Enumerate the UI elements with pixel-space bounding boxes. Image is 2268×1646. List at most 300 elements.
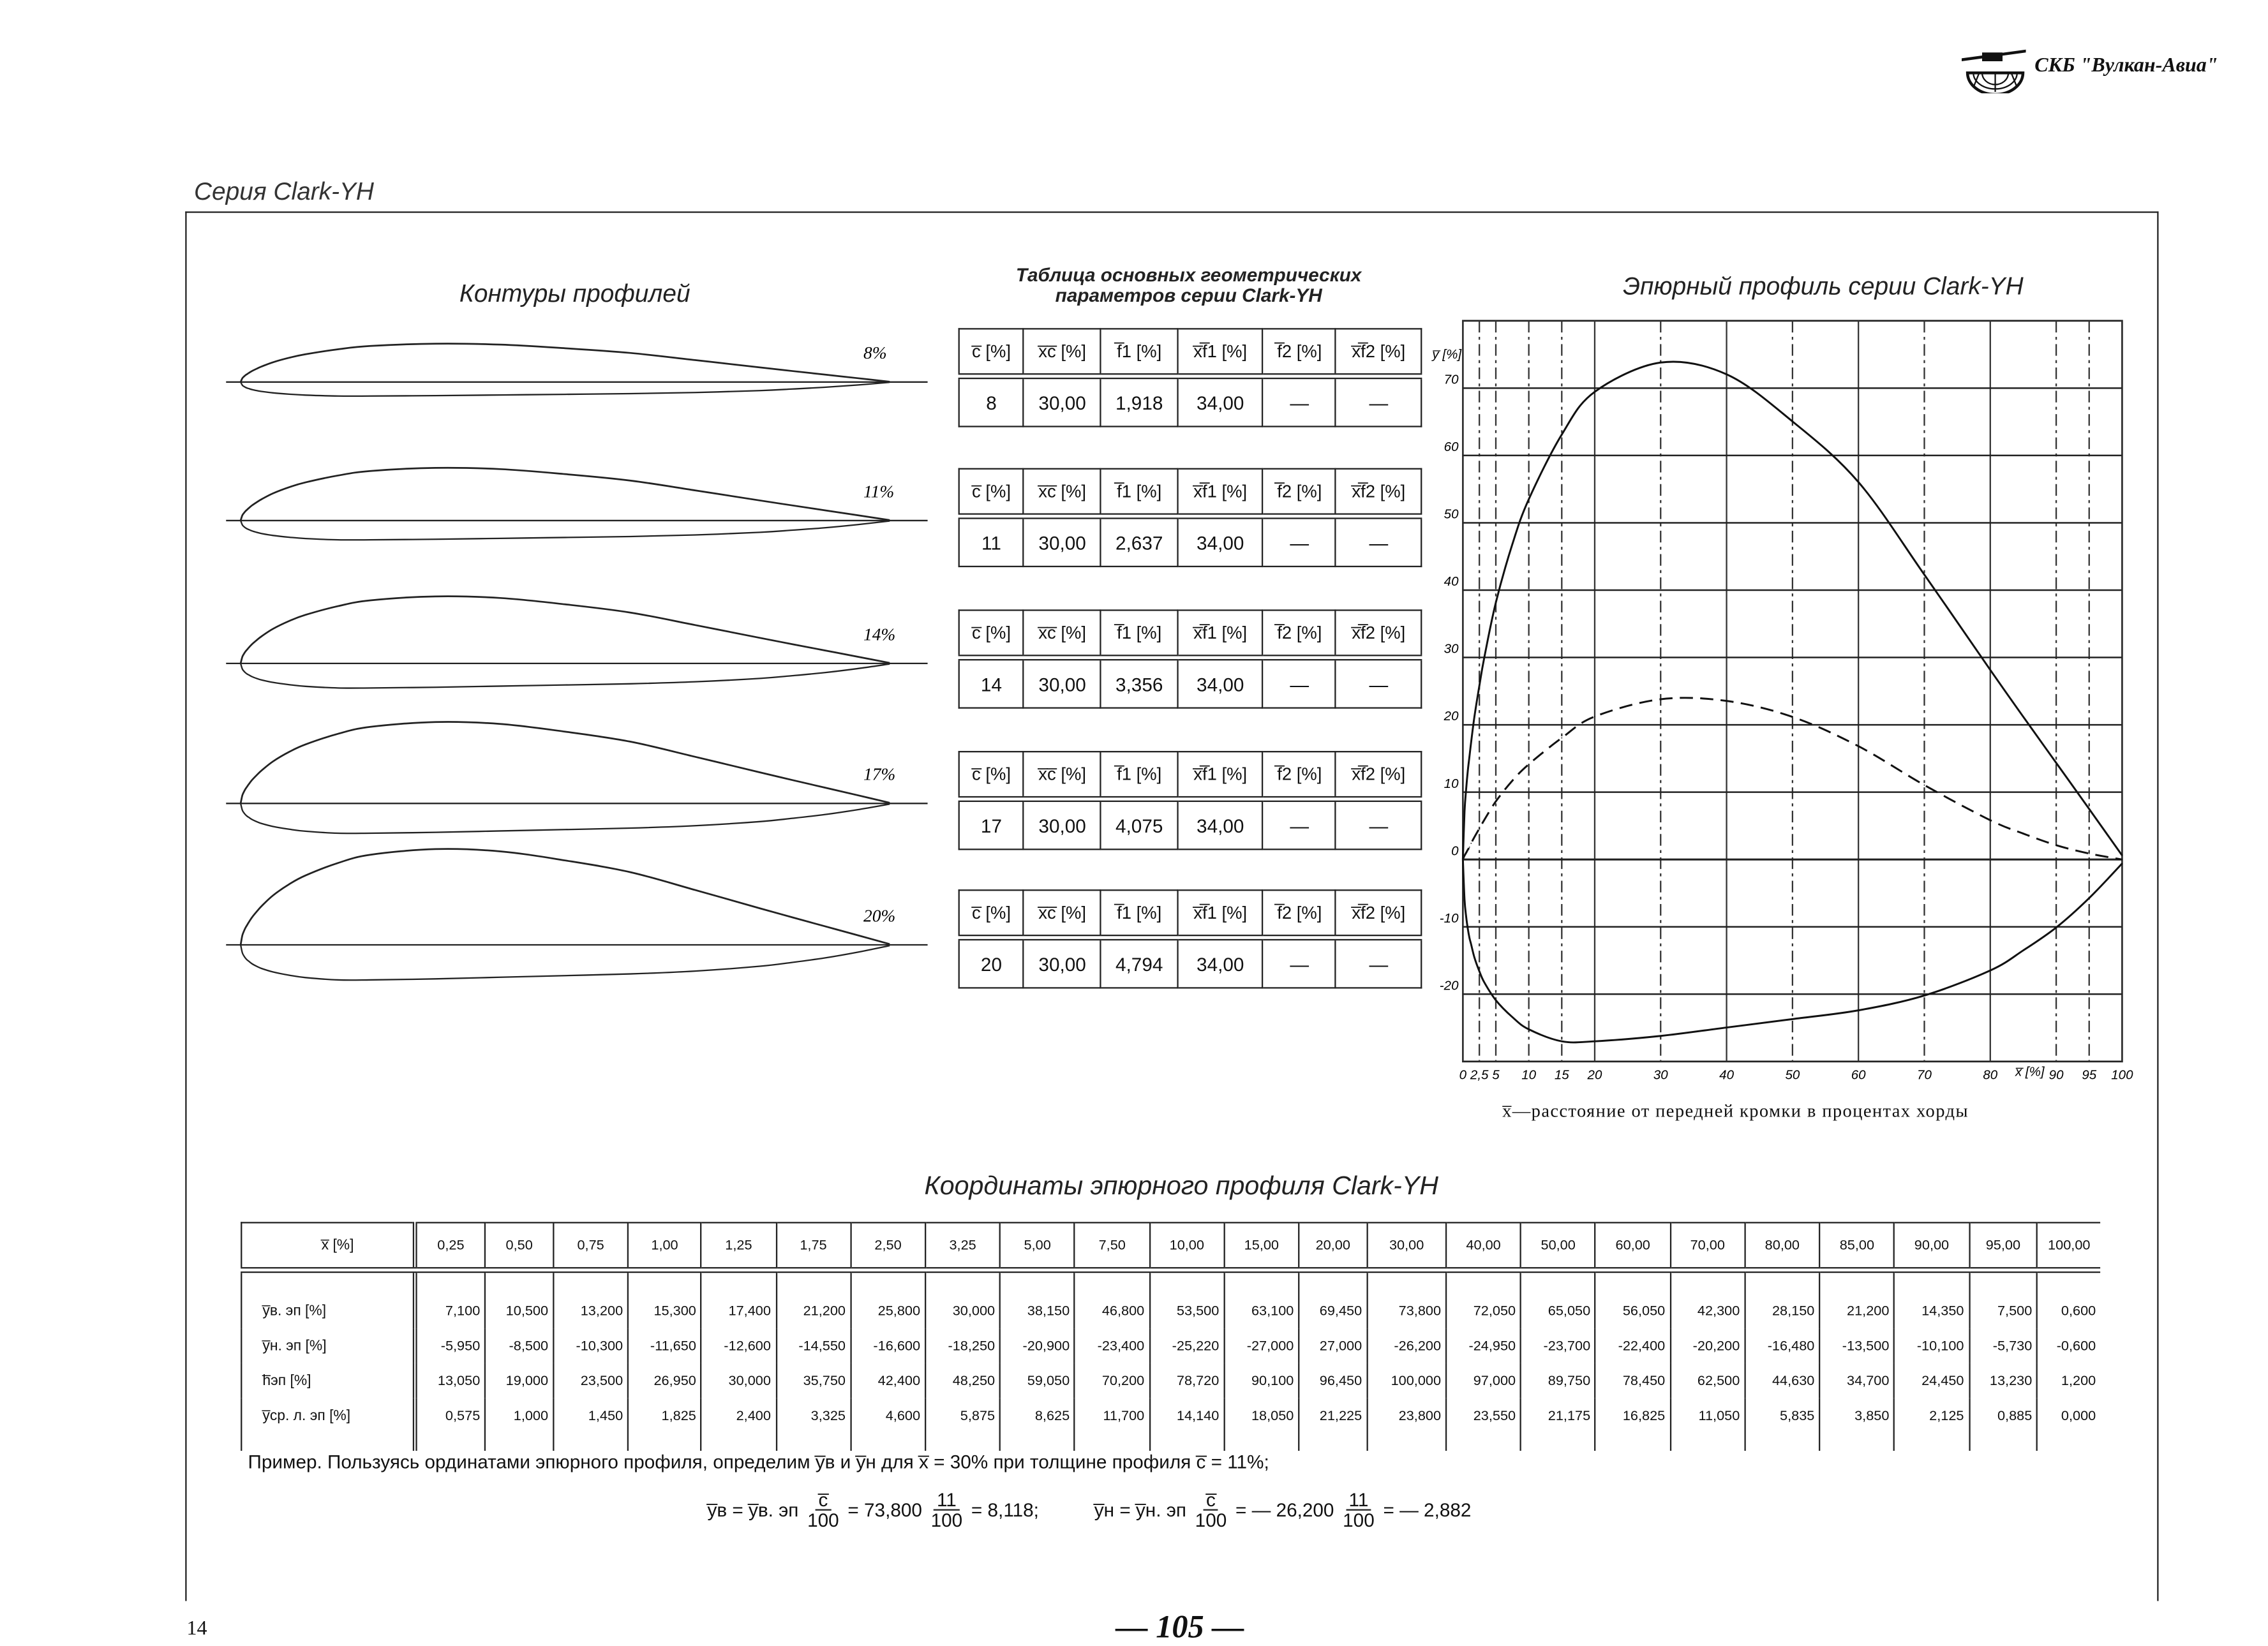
table-cell: 16,825	[1595, 1398, 1670, 1451]
numerator: 11	[934, 1490, 959, 1511]
x-tick-label: 70	[1917, 1067, 1932, 1083]
airfoil-8	[226, 343, 927, 396]
params-cell: 30,00	[1024, 799, 1101, 849]
table-cell: 23,800	[1367, 1398, 1446, 1451]
table-cell: 62,500	[1670, 1363, 1745, 1398]
table-cell: 17,400	[701, 1270, 776, 1328]
table-cell: -14,550	[776, 1328, 851, 1363]
params-cell: —	[1263, 938, 1336, 988]
formula2-lhs: y̅н = y̅н. эп	[1094, 1499, 1186, 1521]
data-point	[1512, 1016, 1513, 1018]
data-point	[1464, 899, 1465, 900]
data-point	[1990, 970, 1991, 971]
table-cell: 70,200	[1075, 1363, 1149, 1398]
logo-text: СКБ "Вулкан-Авиа"	[2034, 55, 2218, 78]
params-header-cell: x̅c̅ [%]	[1024, 752, 1101, 799]
data-point	[1466, 916, 1467, 917]
table-cell: 0,000	[2037, 1398, 2100, 1451]
table-cell: -0,600	[2037, 1328, 2100, 1363]
contours-title: Контуры профилей	[459, 279, 690, 308]
table-cell: 78,450	[1595, 1363, 1670, 1398]
table-cell: 11,700	[1075, 1398, 1149, 1451]
lower-surface	[241, 521, 890, 540]
params-header-cell: f̅1 [%]	[1101, 329, 1177, 376]
x-header-cell: 3,25	[925, 1222, 1000, 1270]
data-point	[1484, 982, 1485, 983]
table-cell: 72,050	[1446, 1270, 1521, 1328]
data-point	[1466, 852, 1467, 854]
params-header-cell: x̅f̅1 [%]	[1177, 469, 1263, 516]
params-cell: 4,075	[1101, 799, 1177, 849]
table-cell: 13,050	[415, 1363, 485, 1398]
table-cell: 0,600	[2037, 1270, 2100, 1328]
data-point	[2089, 808, 2090, 810]
x-header-cell: 100,00	[2037, 1222, 2100, 1270]
table-cell: 11,050	[1670, 1398, 1745, 1451]
data-point	[1467, 849, 1468, 850]
table-cell: 2,400	[701, 1398, 776, 1451]
x-header-cell: 5,00	[1000, 1222, 1075, 1270]
params-cell: —	[1263, 658, 1336, 708]
params-cell: 34,00	[1177, 938, 1263, 988]
data-point	[2089, 898, 2090, 899]
lower-surface	[241, 803, 890, 833]
params-cell: —	[1336, 658, 1421, 708]
params-header-cell: x̅f̅1 [%]	[1177, 610, 1263, 657]
data-point	[1726, 701, 1727, 702]
x-header-cell: 0,25	[415, 1222, 485, 1270]
formula2-mid: = — 26,200	[1235, 1499, 1334, 1521]
table-cell: -11,650	[628, 1328, 701, 1363]
data-point	[1561, 738, 1562, 739]
table-cell: 7,100	[415, 1270, 485, 1328]
params-cell: 34,00	[1177, 376, 1263, 427]
data-point	[2089, 853, 2090, 854]
params-header-cell: x̅c̅ [%]	[1024, 610, 1101, 657]
x-header-cell: 70,00	[1670, 1222, 1745, 1270]
params-header-cell: f̅2 [%]	[1263, 329, 1336, 376]
table-cell: -27,000	[1224, 1328, 1299, 1363]
params-cell: 8	[959, 376, 1024, 427]
x-header-cell: 15,00	[1224, 1222, 1299, 1270]
x-header-cell: 90,00	[1894, 1222, 1969, 1270]
folio-number: — 105 —	[1115, 1608, 1244, 1645]
table-cell: 14,350	[1894, 1270, 1969, 1328]
table-cell: 63,100	[1224, 1270, 1299, 1328]
airfoil-17	[226, 722, 927, 833]
x-header-cell: 60,00	[1595, 1222, 1670, 1270]
params-header-cell: x̅c̅ [%]	[1024, 890, 1101, 937]
table-cell: 10,500	[485, 1270, 553, 1328]
data-point	[1474, 836, 1475, 838]
x-tick-label: 50	[1785, 1067, 1800, 1083]
data-point	[2055, 762, 2057, 764]
formula1-lhs: y̅в = y̅в. эп	[707, 1499, 799, 1521]
denominator: 100	[1343, 1509, 1375, 1531]
table-row	[241, 1328, 2100, 1363]
data-point	[1594, 716, 1595, 717]
data-point	[1469, 847, 1470, 848]
data-point	[2023, 950, 2024, 951]
data-point	[1561, 434, 1562, 435]
table-cell: 3,850	[1819, 1398, 1894, 1451]
table-cell: 14,140	[1149, 1398, 1224, 1451]
table-cell: 3,325	[776, 1398, 851, 1451]
table-cell: 19,000	[485, 1363, 553, 1398]
y-axis-label: y̅ [%]	[1432, 347, 1462, 362]
table-cell: 23,500	[553, 1363, 628, 1398]
y-tick-label: 30	[1444, 641, 1459, 656]
params-cell: 11	[959, 516, 1024, 567]
row-label: y̅ср. л. эп [%]	[241, 1398, 415, 1451]
table-cell: -12,600	[701, 1328, 776, 1363]
table-cell: 13,200	[553, 1270, 628, 1328]
example-formulas	[707, 1490, 1471, 1530]
params-cell: —	[1336, 516, 1421, 567]
params-header-cell: x̅f̅2 [%]	[1336, 890, 1421, 937]
thickness-label: 17%	[863, 764, 896, 784]
params-cell: 34,00	[1177, 516, 1263, 567]
data-point	[1484, 657, 1485, 658]
data-point	[1474, 716, 1475, 718]
params-header-cell: f̅2 [%]	[1263, 752, 1336, 799]
formula2-fraction1	[1195, 1490, 1227, 1530]
epure-chart	[1431, 321, 2133, 1082]
x-tick-label: 20	[1587, 1067, 1602, 1083]
params-cell: 34,00	[1177, 658, 1263, 708]
x-tick-label: 95	[2082, 1067, 2097, 1083]
table-cell: 59,050	[1000, 1363, 1075, 1398]
params-header-cell: x̅f̅2 [%]	[1336, 610, 1421, 657]
table-cell: 35,750	[776, 1363, 851, 1398]
params-header-cell: f̅1 [%]	[1101, 610, 1177, 657]
numerator: c̅	[816, 1490, 831, 1511]
x-header-cell: 10,00	[1149, 1222, 1224, 1270]
table-cell: 69,450	[1299, 1270, 1367, 1328]
data-point	[2055, 845, 2057, 846]
denominator: 100	[1195, 1509, 1227, 1531]
table-cell: 1,000	[485, 1398, 553, 1451]
params-header-cell: x̅c̅ [%]	[1024, 329, 1101, 376]
data-point	[1924, 785, 1925, 786]
y-tick-label: 50	[1444, 507, 1459, 522]
params-header-cell: f̅1 [%]	[1101, 890, 1177, 937]
table-cell: 27,000	[1299, 1328, 1367, 1363]
table-cell: 24,450	[1894, 1363, 1969, 1398]
row-label: y̅н. эп [%]	[241, 1328, 415, 1363]
chart-title: Эпюрный профиль серии Clark-YH	[1623, 272, 2024, 300]
table-cell: 30,000	[701, 1363, 776, 1398]
x-header-cell: 0,50	[485, 1222, 553, 1270]
table-cell: -8,500	[485, 1328, 553, 1363]
table-row	[241, 1363, 2100, 1398]
table-cell: -5,730	[1969, 1328, 2037, 1363]
data-point	[1858, 482, 1859, 483]
table-cell: 23,550	[1446, 1398, 1521, 1451]
table-cell: -10,300	[553, 1328, 628, 1363]
table-cell: 21,200	[776, 1270, 851, 1328]
table-cell: 1,200	[2037, 1363, 2100, 1398]
coordinates-table	[241, 1222, 2100, 1451]
upper-surface	[241, 344, 890, 382]
x-tick-label: 90	[2048, 1067, 2064, 1083]
formula1-fraction2	[931, 1490, 963, 1530]
x-header-cell: 7,50	[1075, 1222, 1149, 1270]
data-point	[1792, 1018, 1793, 1019]
example-text: Пример. Пользуясь ординатами эпюрного профиля, определим y̅в и y̅н для x̅ = 30% при толщине профиля c̅ = 11%;	[248, 1451, 1269, 1473]
data-point	[1470, 843, 1472, 844]
x-tick-label: 10	[1521, 1067, 1537, 1083]
params-cell: —	[1263, 516, 1336, 567]
upper-surface	[241, 722, 890, 803]
data-point	[1726, 374, 1727, 375]
airfoil-contours	[226, 343, 927, 980]
data-point	[1660, 1035, 1661, 1037]
data-point	[1858, 746, 1859, 747]
params-cell: 3,356	[1101, 658, 1177, 708]
data-point	[2023, 716, 2024, 718]
table-cell: -13,500	[1819, 1328, 1894, 1363]
x-header-cell: 80,00	[1745, 1222, 1819, 1270]
data-point	[1512, 780, 1513, 782]
table-cell: 26,950	[628, 1363, 701, 1398]
x-header-cell: 1,75	[776, 1222, 851, 1270]
x-tick-label: 2,5	[1470, 1067, 1489, 1083]
data-point	[1479, 970, 1480, 972]
table-cell: 0,575	[415, 1398, 485, 1451]
table-cell: 42,400	[851, 1363, 925, 1398]
table-cell: 73,800	[1367, 1270, 1446, 1328]
table-cell: -22,400	[1595, 1328, 1670, 1363]
table-cell: 21,175	[1521, 1398, 1595, 1451]
x-header-cell: 30,00	[1367, 1222, 1446, 1270]
table-cell: 25,800	[851, 1270, 925, 1328]
table-cell: 21,225	[1299, 1398, 1367, 1451]
table-cell: -23,400	[1075, 1328, 1149, 1363]
x-header-cell: 85,00	[1819, 1222, 1894, 1270]
thickness-label: 14%	[863, 625, 896, 644]
y-tick-label: -20	[1439, 978, 1459, 993]
table-cell: 21,200	[1819, 1270, 1894, 1328]
table-cell: 38,150	[1000, 1270, 1075, 1328]
data-point	[1474, 957, 1475, 958]
data-point	[1528, 764, 1530, 765]
data-point	[2121, 855, 2123, 856]
data-point	[1495, 1000, 1496, 1001]
table-cell: 90,100	[1224, 1363, 1299, 1398]
params-header-cell: c̅ [%]	[959, 469, 1024, 516]
data-point	[1464, 811, 1465, 812]
params-title-line2: параметров серии Clark-YH	[1055, 284, 1322, 306]
data-point	[1792, 421, 1793, 422]
table-cell: -26,200	[1367, 1328, 1446, 1363]
table-cell: -24,950	[1446, 1328, 1521, 1363]
params-header-cell: c̅ [%]	[959, 752, 1024, 799]
x-tick-label: 5	[1492, 1067, 1500, 1083]
x-header-cell: 20,00	[1299, 1222, 1367, 1270]
table-row	[241, 1398, 2100, 1451]
params-header-cell: c̅ [%]	[959, 610, 1024, 657]
x-tick-label: 30	[1653, 1067, 1668, 1083]
table-cell: -16,480	[1745, 1328, 1819, 1363]
table-cell: 2,125	[1894, 1398, 1969, 1451]
table-cell: 89,750	[1521, 1363, 1595, 1398]
data-point	[1528, 499, 1530, 500]
y-tick-label: -10	[1439, 910, 1459, 926]
table-cell: 13,230	[1969, 1363, 2037, 1398]
params-header-cell: f̅1 [%]	[1101, 752, 1177, 799]
data-point	[2055, 927, 2057, 928]
data-point	[1464, 855, 1465, 856]
params-header-cell: x̅f̅1 [%]	[1177, 329, 1263, 376]
params-header-cell: x̅f̅2 [%]	[1336, 469, 1421, 516]
row-label: h̅эп [%]	[241, 1363, 415, 1398]
params-cell: —	[1263, 376, 1336, 427]
coordinates-header-row	[241, 1222, 2100, 1270]
table-cell: 96,450	[1299, 1363, 1367, 1398]
data-point	[1484, 819, 1485, 820]
params-cell: 30,00	[1024, 938, 1101, 988]
lower-surface	[241, 382, 890, 396]
thickness-label: 20%	[863, 906, 896, 926]
data-point	[1660, 362, 1661, 363]
x-axis-label: x̅ [%]	[2015, 1064, 2045, 1079]
x-header-cell: 40,00	[1446, 1222, 1521, 1270]
x-header-cell: 50,00	[1521, 1222, 1595, 1270]
data-point	[1479, 828, 1480, 829]
table-cell: 44,630	[1745, 1363, 1819, 1398]
table-cell: 65,050	[1521, 1270, 1595, 1328]
formula2-result: = — 2,882	[1383, 1499, 1472, 1521]
params-header-cell: f̅2 [%]	[1263, 890, 1336, 937]
data-point	[1469, 756, 1470, 757]
data-point	[1467, 928, 1468, 930]
data-point	[2121, 863, 2123, 864]
data-point	[1528, 1028, 1530, 1030]
params-cell: —	[1263, 799, 1336, 849]
table-cell: 28,150	[1745, 1270, 1819, 1328]
params-header-cell: x̅f̅2 [%]	[1336, 329, 1421, 376]
y-tick-label: 70	[1444, 372, 1459, 387]
lower-surface	[241, 945, 890, 980]
data-point	[2121, 859, 2123, 860]
x-axis-caption: x̅—расстояние от передней кромки в процентах хорды	[1502, 1101, 1969, 1122]
params-header-cell: x̅f̅1 [%]	[1177, 890, 1263, 937]
data-point	[1470, 944, 1472, 945]
params-header-cell: f̅2 [%]	[1263, 469, 1336, 516]
table-cell: 34,700	[1819, 1363, 1894, 1398]
table-row	[241, 1270, 2100, 1328]
denominator: 100	[930, 1509, 963, 1531]
airfoil-14	[226, 597, 927, 688]
data-point	[1467, 770, 1468, 771]
series-title: Серия Clark-YH	[193, 177, 375, 206]
formula1-mid: = 73,800	[847, 1499, 922, 1521]
table-cell: 100,000	[1367, 1363, 1446, 1398]
denominator: 100	[807, 1509, 839, 1531]
params-header-cell: x̅c̅ [%]	[1024, 469, 1101, 516]
params-cell: 1,918	[1101, 376, 1177, 427]
params-cell: 30,00	[1024, 516, 1101, 567]
table-cell: 15,300	[628, 1270, 701, 1328]
upper-surface	[241, 597, 890, 664]
x-header-cell: 1,00	[628, 1222, 701, 1270]
table-cell: 56,050	[1595, 1270, 1670, 1328]
row-label: y̅в. эп [%]	[241, 1270, 415, 1328]
numerator: c̅	[1203, 1490, 1218, 1511]
table-cell: -5,950	[415, 1328, 485, 1363]
table-cell: 46,800	[1075, 1270, 1149, 1328]
params-cell: 30,00	[1024, 376, 1101, 427]
x-tick-label: 100	[2111, 1067, 2133, 1083]
data-point	[1594, 1041, 1595, 1042]
table-cell: -10,100	[1894, 1328, 1969, 1363]
y-tick-label: 0	[1451, 843, 1459, 859]
x-tick-label: 60	[1851, 1067, 1866, 1083]
params-header-cell: f̅1 [%]	[1101, 469, 1177, 516]
table-cell: 5,875	[925, 1398, 1000, 1451]
data-point	[1726, 1027, 1727, 1028]
x-header-label: x̅ [%]	[241, 1222, 415, 1270]
x-header-cell: 2,50	[851, 1222, 925, 1270]
y-tick-label: 40	[1444, 574, 1459, 589]
params-header-cell: f̅2 [%]	[1263, 610, 1336, 657]
table-cell: -20,900	[1000, 1328, 1075, 1363]
params-cell: —	[1336, 938, 1421, 988]
table-cell: 1,450	[553, 1398, 628, 1451]
data-point	[1495, 801, 1496, 802]
thickness-label: 8%	[863, 343, 887, 363]
formula1-fraction1	[807, 1490, 839, 1530]
x-header-cell: 1,25	[701, 1222, 776, 1270]
x-tick-label: 0	[1459, 1067, 1467, 1083]
y-tick-label: 20	[1444, 709, 1459, 724]
table-cell: 5,835	[1745, 1398, 1819, 1451]
params-cell: 34,00	[1177, 799, 1263, 849]
params-header-cell: x̅f̅1 [%]	[1177, 752, 1263, 799]
formula1-result: = 8,118;	[971, 1499, 1039, 1521]
thickness-label: 11%	[863, 482, 895, 501]
airfoil-20	[226, 849, 927, 981]
table-cell: 30,000	[925, 1270, 1000, 1328]
coordinates-title: Координаты эпюрного профиля Clark-YH	[924, 1171, 1438, 1200]
params-cell: 4,794	[1101, 938, 1177, 988]
data-point	[1792, 716, 1793, 718]
x-tick-label: 15	[1554, 1067, 1569, 1083]
table-cell: -18,250	[925, 1328, 1000, 1363]
table-cell: 18,050	[1224, 1398, 1299, 1451]
table-cell: 53,500	[1149, 1270, 1224, 1328]
airfoil-11	[226, 468, 927, 540]
x-tick-label: 80	[1983, 1067, 1998, 1083]
params-cell: 20	[959, 938, 1024, 988]
table-cell: 1,825	[628, 1398, 701, 1451]
table-cell: 0,885	[1969, 1398, 2037, 1451]
formula2-fraction2	[1343, 1490, 1375, 1530]
table-cell: 42,300	[1670, 1270, 1745, 1328]
data-point	[1470, 742, 1472, 743]
params-cell: 30,00	[1024, 658, 1101, 708]
data-point	[1858, 1010, 1859, 1011]
lower-surface	[241, 664, 890, 688]
params-cell: 2,637	[1101, 516, 1177, 567]
x-header-cell: 0,75	[553, 1222, 628, 1270]
params-title-line1: Таблица основных геометрических	[1015, 263, 1362, 286]
params-cell: —	[1336, 799, 1421, 849]
params-cell: —	[1336, 376, 1421, 427]
table-cell: 97,000	[1446, 1363, 1521, 1398]
data-point	[1466, 788, 1467, 789]
